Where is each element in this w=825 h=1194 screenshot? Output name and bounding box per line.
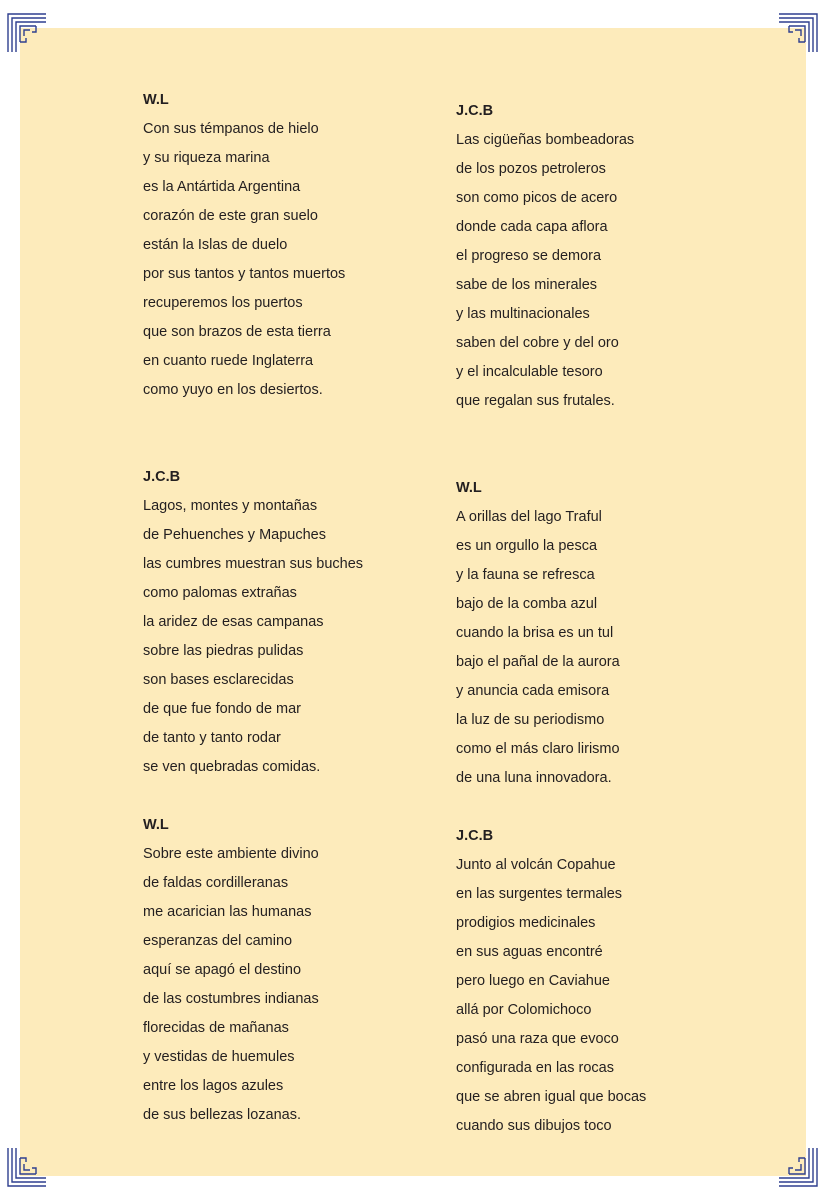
stanza-author: J.C.B (456, 103, 494, 119)
stanza-author: W.L (143, 817, 169, 833)
verse-line: de las costumbres indianas (143, 991, 319, 1007)
verse-line: cuando la brisa es un tul (456, 625, 614, 641)
verse-line: pasó una raza que evoco (456, 1031, 619, 1047)
verse-line: y el incalculable tesoro (456, 364, 603, 380)
verse-line: saben del cobre y del oro (456, 335, 619, 351)
verse-line: en cuanto ruede Inglaterra (143, 353, 314, 369)
stanza (143, 463, 363, 782)
verse-line: por sus tantos y tantos muertos (143, 266, 346, 282)
verse-line: pero luego en Caviahue (456, 973, 610, 989)
verse-line: se ven quebradas comidas. (143, 759, 321, 775)
verse-line: como el más claro lirismo (456, 741, 620, 757)
verse-line: A orillas del lago Traful (456, 509, 602, 525)
verse-line: me acarician las humanas (143, 904, 312, 920)
stanza (143, 86, 345, 405)
verse-line: en sus aguas encontré (456, 944, 603, 960)
verse-line: como yuyo en los desiertos. (143, 382, 323, 398)
verse-line: la aridez de esas campanas (143, 614, 324, 630)
verse-line: esperanzas del camino (143, 933, 293, 949)
verse-line: corazón de este gran suelo (143, 208, 318, 224)
verse-line: donde cada capa aflora (456, 219, 608, 235)
verse-line: de Pehuenches y Mapuches (143, 527, 326, 543)
verse-line: sabe de los minerales (456, 277, 598, 293)
page-background (20, 28, 806, 1176)
verse-line: bajo el pañal de la aurora (456, 654, 620, 670)
verse-line: de una luna innovadora. (456, 770, 612, 786)
verse-line: configurada en las rocas (456, 1060, 614, 1076)
verse-line: como palomas extrañas (143, 585, 297, 601)
verse-line: entre los lagos azules (143, 1078, 284, 1094)
verse-line: es un orgullo la pesca (456, 538, 598, 554)
verse-line: Con sus témpanos de hielo (143, 121, 319, 137)
stanza (143, 811, 319, 1130)
stanza-author: W.L (143, 92, 169, 108)
verse-line: que son brazos de esta tierra (143, 324, 331, 340)
verse-line: son bases esclarecidas (143, 672, 294, 688)
verse-line: de sus bellezas lozanas. (143, 1107, 301, 1123)
stanza (456, 97, 634, 416)
verse-line: Junto al volcán Copahue (456, 857, 616, 873)
stanza (456, 474, 620, 793)
verse-line: aquí se apagó el destino (143, 962, 302, 978)
verse-line: de faldas cordilleranas (143, 875, 289, 891)
verse-line: la luz de su periodismo (456, 712, 605, 728)
verse-line: son como picos de acero (456, 190, 618, 206)
verse-line: de tanto y tanto rodar (143, 730, 281, 746)
verse-line: están la Islas de duelo (143, 237, 288, 253)
verse-line: las cumbres muestran sus buches (143, 556, 364, 572)
verse-line: Las cigüeñas bombeadoras (456, 132, 635, 148)
verse-line: de los pozos petroleros (456, 161, 606, 177)
corner-ornament-top-left (6, 12, 46, 52)
verse-line: en las surgentes termales (456, 886, 623, 902)
verse-line: el progreso se demora (456, 248, 602, 264)
verse-line: florecidas de mañanas (143, 1020, 289, 1036)
corner-ornament-bottom-right (779, 1148, 819, 1188)
stanza (456, 822, 646, 1141)
corner-ornament-top-right (779, 12, 819, 52)
verse-line: bajo de la comba azul (456, 596, 598, 612)
verse-line: y las multinacionales (456, 306, 590, 322)
verse-line: Sobre este ambiente divino (143, 846, 319, 862)
corner-ornament-bottom-left (6, 1148, 46, 1188)
verse-line: cuando sus dibujos toco (456, 1118, 612, 1134)
stanza-author: W.L (456, 480, 482, 496)
verse-line: es la Antártida Argentina (143, 179, 301, 195)
verse-line: Lagos, montes y montañas (143, 498, 318, 514)
verse-line: y su riqueza marina (143, 150, 270, 166)
verse-line: allá por Colomichoco (456, 1002, 592, 1018)
stanza-author: J.C.B (456, 828, 494, 844)
verse-line: que regalan sus frutales. (456, 393, 615, 409)
verse-line: y la fauna se refresca (456, 567, 595, 583)
verse-line: prodigios medicinales (456, 915, 596, 931)
stanza-author: J.C.B (143, 469, 181, 485)
verse-line: que se abren igual que bocas (456, 1089, 647, 1105)
verse-line: recuperemos los puertos (143, 295, 303, 311)
verse-line: y anuncia cada emisora (456, 683, 610, 699)
verse-line: sobre las piedras pulidas (143, 643, 304, 659)
verse-line: y vestidas de huemules (143, 1049, 295, 1065)
verse-line: de que fue fondo de mar (143, 701, 302, 717)
